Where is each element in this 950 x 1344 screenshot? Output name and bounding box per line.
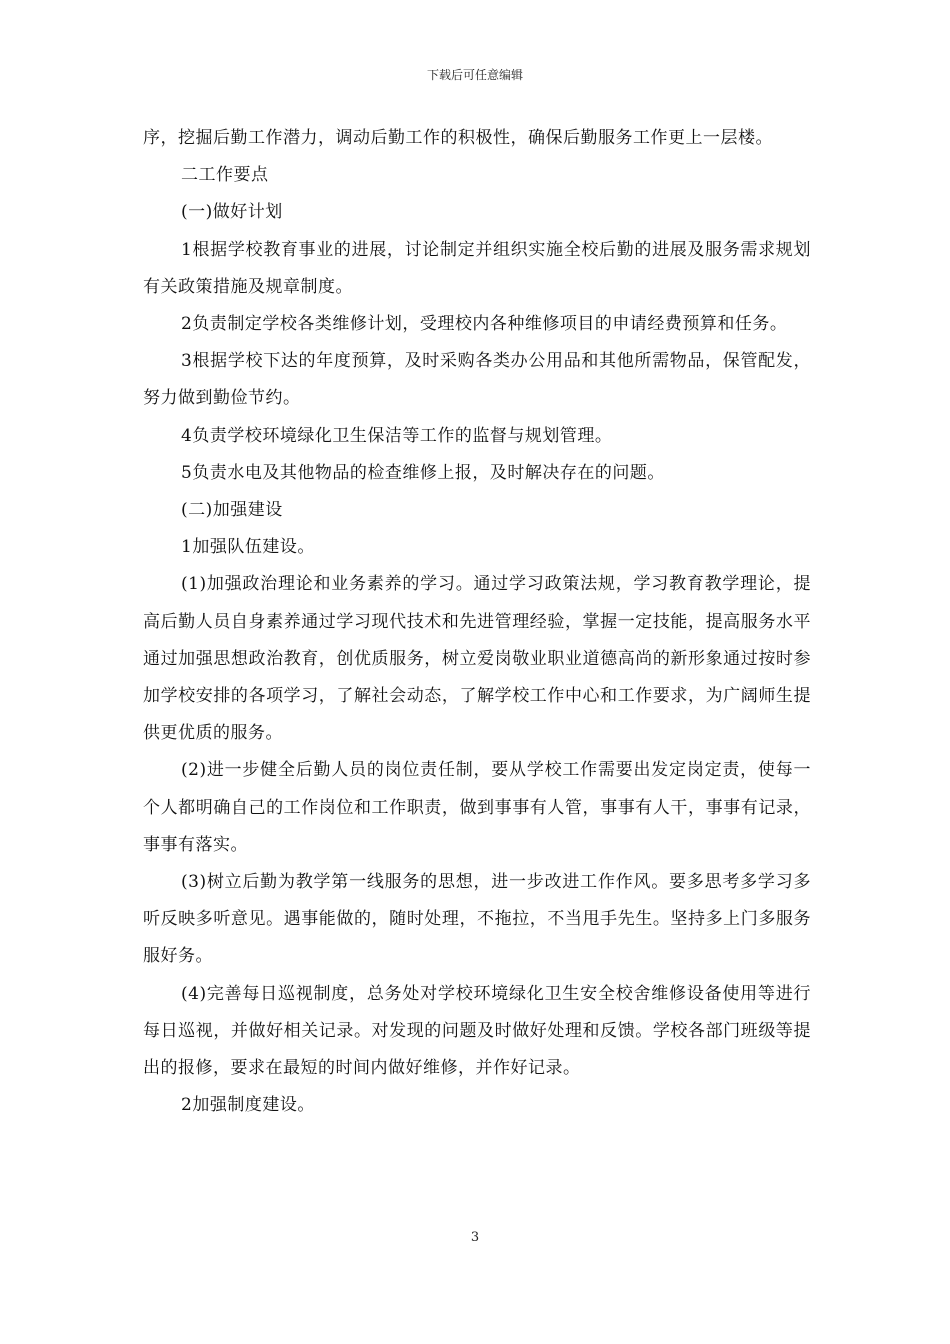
list-item: (1)加强政治理论和业务素养的学习。通过学习政策法规，学习教育教学理论，提高后勤人员自身素养通过学习现代技术和先进管理经验，掌握一定技能，提高服务水平通过加强思想政治教育，创优质服务，树立爱岗敬业职业道德高尚的新形象通过按时参加学校安排的各项学习，了解社会动态，了解学校工作中心和工作要求，为广阔师生提供更优质的服务。 (143, 574, 811, 744)
subsection-heading: (一)做好计划 (181, 202, 283, 223)
page-number: 3 (470, 1230, 480, 1245)
document-body (143, 120, 811, 1124)
list-item: 2加强制度建设。 (181, 1095, 315, 1116)
paragraph-continuation: 序，挖掘后勤工作潜力，调动后勤工作的积极性，确保后勤服务工作更上一层楼。 (143, 128, 773, 148)
list-item: (4)完善每日巡视制度，总务处对学校环境绿化卫生安全校舍维修设备使用等进行每日巡视，并做好相关记录。对发现的问题及时做好处理和反馈。学校各部门班级等提出的报修，要求在最短的时间内做好维修，并作好记录。 (143, 983, 811, 1079)
list-item: 5负责水电及其他物品的检查维修上报，及时解决存在的问题。 (181, 462, 665, 483)
section-heading: 二工作要点 (181, 165, 269, 186)
list-item: (3)树立后勤为教学第一线服务的思想，进一步改进工作作风。要多思考多学习多听反映多听意见。遇事能做的，随时处理，不拖拉，不当甩手先生。坚持多上门多服务服好务。 (143, 872, 811, 967)
subsection-heading: (二)加强建设 (181, 500, 283, 521)
list-item: 3根据学校下达的年度预算，及时采购各类办公用品和其他所需物品，保管配发，努力做到勤俭节约。 (143, 351, 811, 409)
list-item: 1加强队伍建设。 (181, 537, 315, 558)
list-item: 1根据学校教育事业的进展，讨论制定并组织实施全校后勤的进展及服务需求规划有关政策措施及规章制度。 (143, 239, 811, 297)
page-header: 下载后可任意编辑 (426, 68, 523, 82)
list-item: 4负责学校环境绿化卫生保洁等工作的监督与规划管理。 (181, 425, 613, 446)
list-item: (2)进一步健全后勤人员的岗位责任制，要从学校工作需要出发定岗定责，使每一个人都明确自己的工作岗位和工作职责，做到事事有人管，事事有人干，事事有记录，事事有落实。 (143, 760, 811, 855)
list-item: 2负责制定学校各类维修计划，受理校内各种维修项目的申请经费预算和任务。 (181, 314, 788, 335)
